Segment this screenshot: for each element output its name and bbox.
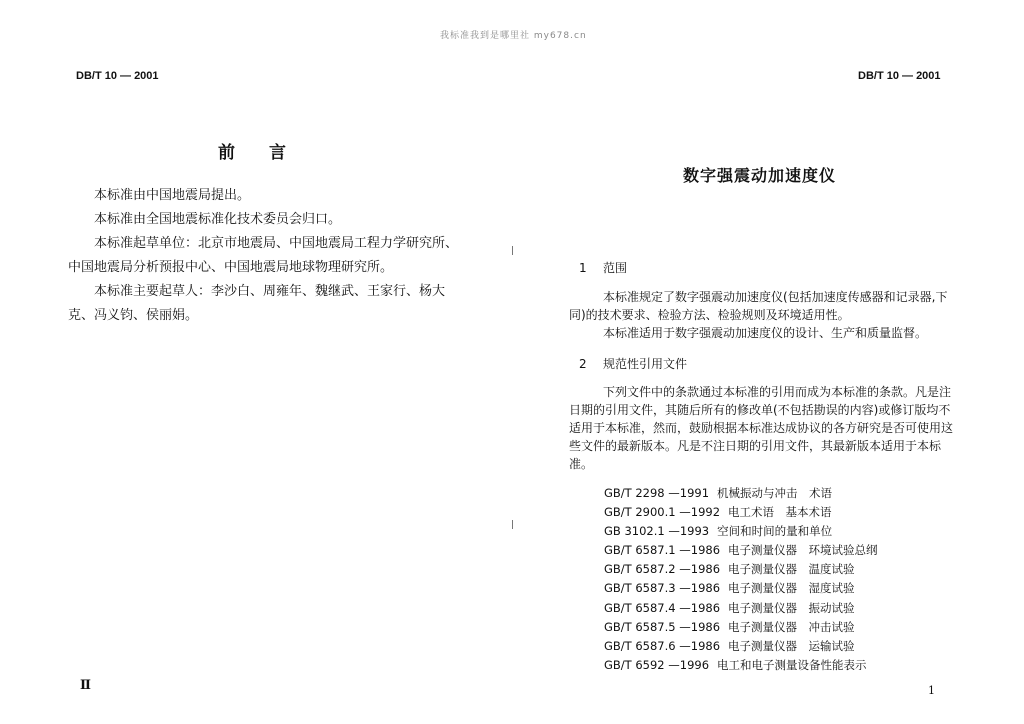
reference-code: GB/T 6587.6 —1986 <box>604 638 721 653</box>
preface-paragraph: 本标准起草单位：北京市地震局、中国地震局工程力学研究所、中国地震局分析预报中心、中国地震局地球物理研究所。 <box>68 236 459 275</box>
preface-paragraph: 本标准由全国地震标准化技术委员会归口。 <box>94 212 342 227</box>
section-title: 范围 <box>603 261 628 275</box>
preface-title: 前言 <box>218 143 320 163</box>
preface-body <box>68 184 458 328</box>
section-title: 规范性引用文件 <box>603 357 688 371</box>
reference-title: 电子测量仪器 振动试验 <box>728 600 855 615</box>
right-page-number: 1 <box>928 684 935 697</box>
reference-title: 电工和电子测量设备性能表示 <box>717 657 867 672</box>
standard-title: 数字强震动加速度仪 <box>683 166 837 185</box>
section-paragraph: 本标准规定了数字强震动加速度仪(包括加速度传感器和记录器,下同)的技术要求、检验方法、检验规则及环境适用性。 <box>569 290 948 322</box>
section-number: 2 <box>579 357 587 371</box>
reference-list <box>604 484 878 675</box>
reference-title: 电子测量仪器 环境试验总纲 <box>728 543 878 558</box>
gutter-mark <box>512 520 513 529</box>
section-paragraph: 下列文件中的条款通过本标准的引用而成为本标准的条款。凡是注日期的引用文件，其随后所有的修改单(不包括勘误的内容)或修订版均不适用于本标准，然而，鼓励根据本标准达成协议的各方研究是否可使用这些文件的最新版本。凡是不注日期的引用文件，其最新版本适用于本标准。 <box>569 385 954 471</box>
reference-code: GB/T 2900.1 —1992 <box>604 505 721 520</box>
gutter-mark <box>512 246 513 255</box>
section-1-heading <box>579 259 627 276</box>
preface-paragraph: 本标准主要起草人：李沙白、周雍年、魏继武、王家行、杨大克、冯义钧、侯丽娟。 <box>68 284 446 323</box>
reference-title: 电子测量仪器 湿度试验 <box>728 581 855 596</box>
reference-code: GB/T 6587.4 —1986 <box>604 600 721 615</box>
reference-code: GB/T 6587.3 —1986 <box>604 581 721 596</box>
reference-title: 机械振动与冲击 术语 <box>717 486 833 500</box>
reference-item <box>604 637 878 656</box>
reference-item <box>604 484 878 503</box>
section-1-body <box>569 288 959 342</box>
section-2-heading <box>579 355 687 372</box>
reference-item <box>604 579 878 598</box>
reference-title: 空间和时间的量和单位 <box>717 524 833 539</box>
section-2-body <box>569 383 959 473</box>
right-page-header: DB/T 10 — 2001 <box>858 70 941 82</box>
reference-item <box>604 503 878 522</box>
left-page-number: Ⅱ <box>80 678 91 693</box>
section-number: 1 <box>579 261 587 275</box>
reference-code: GB 3102.1 —1993 <box>604 524 710 539</box>
reference-title: 电子测量仪器 运输试验 <box>728 638 855 653</box>
left-page-header: DB/T 10 — 2001 <box>76 70 159 82</box>
reference-item <box>604 560 878 579</box>
reference-code: GB/T 6592 —1996 <box>604 657 710 672</box>
reference-item <box>604 541 878 560</box>
preface-paragraph: 本标准由中国地震局提出。 <box>94 188 251 203</box>
reference-code: GB/T 6587.2 —1986 <box>604 562 721 577</box>
reference-item <box>604 522 878 541</box>
reference-code: GB/T 6587.1 —1986 <box>604 543 721 558</box>
reference-title: 电子测量仪器 温度试验 <box>728 562 855 577</box>
reference-item <box>604 599 878 618</box>
section-paragraph: 本标准适用于数字强震动加速度仪的设计、生产和质量监督。 <box>603 326 928 340</box>
reference-title: 电子测量仪器 冲击试验 <box>728 619 855 634</box>
reference-title: 电工术语 基本术语 <box>728 505 832 520</box>
reference-code: GB/T 2298 —1991 <box>604 486 710 500</box>
reference-code: GB/T 6587.5 —1986 <box>604 619 721 634</box>
reference-item <box>604 618 878 637</box>
reference-item <box>604 656 878 675</box>
watermark: 我标准我到是哪里社 my678.cn <box>440 31 587 41</box>
